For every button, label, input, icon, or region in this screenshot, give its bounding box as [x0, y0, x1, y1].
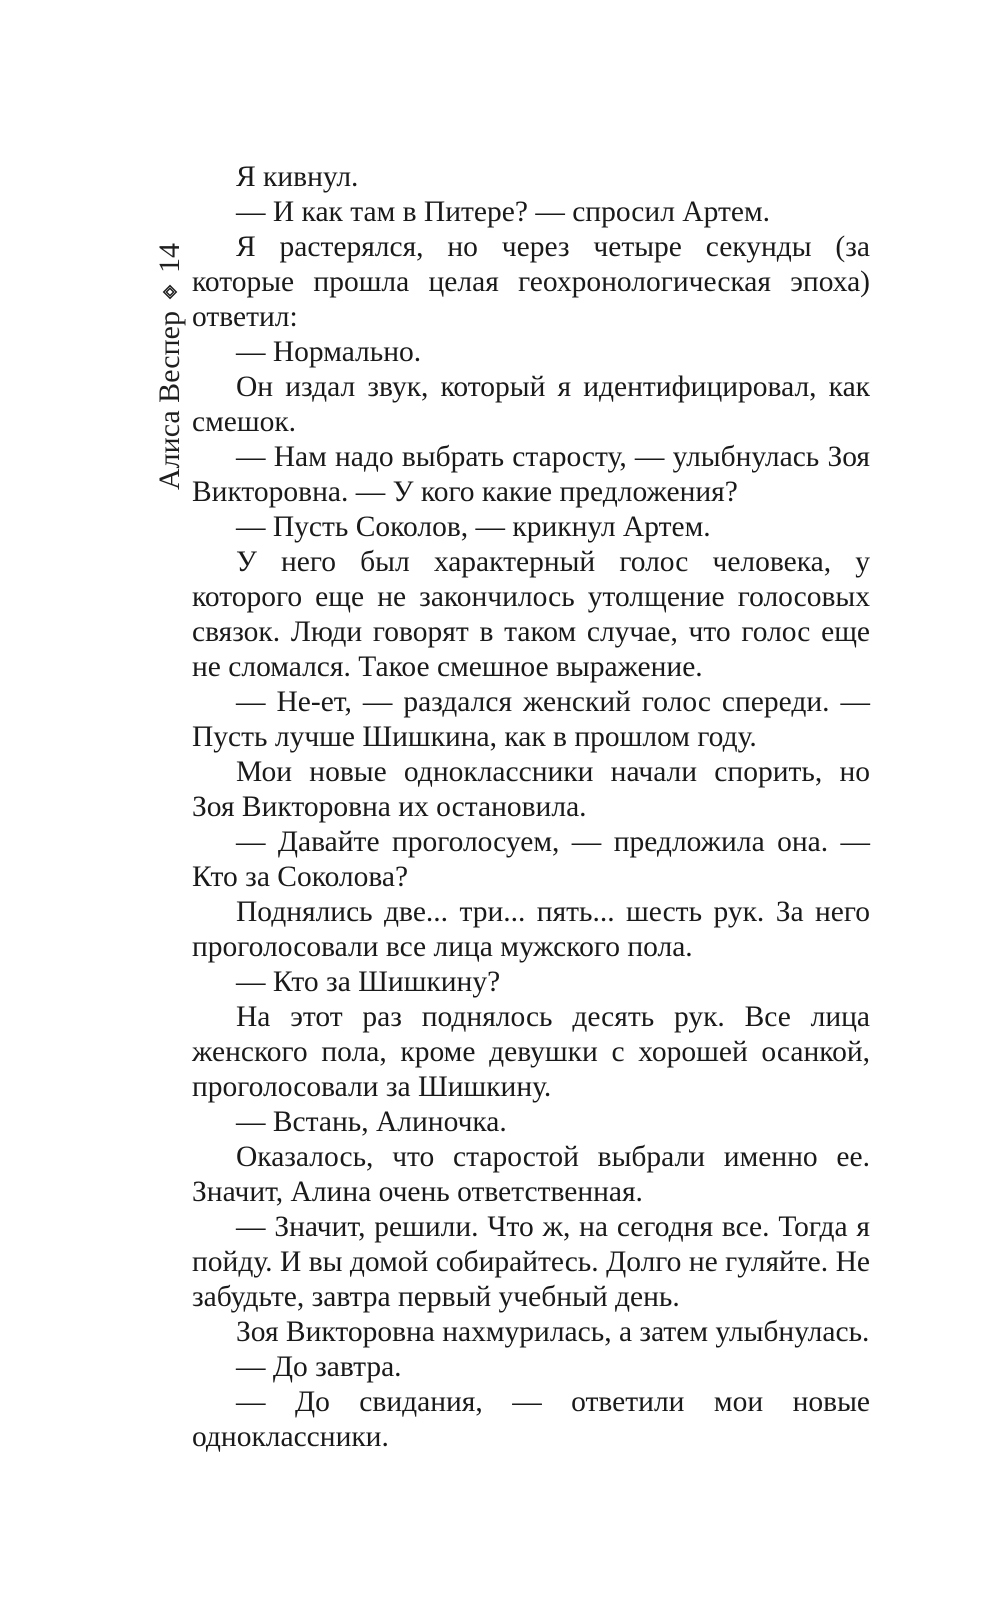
paragraph: — Давайте проголосуем, — предложила она. — Кто за Соколова?: [192, 826, 870, 893]
paragraph: Я кивнул.: [236, 161, 359, 193]
page-number: 14: [153, 243, 186, 274]
paragraph: — Не-ет, — раздался женский голос спереди. — Пусть лучше Шишкина, как в прошлом году.: [192, 686, 870, 753]
paragraph: — И как там в Питере? — спросил Артем.: [236, 196, 770, 228]
running-head-author: Алиса Веспер: [153, 311, 186, 490]
paragraph: — Встань, Алиночка.: [236, 1106, 507, 1138]
paragraph: Оказалось, что старостой выбрали именно ее. Значит, Алина очень ответственная.: [192, 1141, 870, 1208]
paragraph: — Нормально.: [236, 336, 422, 368]
running-head-line: [155, 243, 185, 490]
paragraph: Зоя Викторовна нахмурилась, а затем улыбнулась.: [236, 1316, 870, 1348]
paragraph: — До завтра.: [236, 1351, 402, 1383]
paragraph: — Кто за Шишкину?: [236, 966, 501, 998]
paragraph: Он издал звук, который я идентифицировал, как смешок.: [192, 371, 870, 438]
ornament-icon: [161, 283, 179, 301]
paragraph: — До свидания, — ответили мои новые одноклассники.: [192, 1386, 870, 1453]
paragraph: Я растерялся, но через четыре секунды (за которые прошла целая геохронологическая эпоха) ответил:: [192, 231, 870, 333]
paragraph: На этот раз поднялось десять рук. Все лица женского пола, кроме девушки с хорошей осанкой, проголосовали за Шишкину.: [192, 1001, 870, 1103]
running-head: [155, 170, 185, 490]
paragraph: У него был характерный голос человека, у которого еще не закончилось утолщение голосовых связок. Люди говорят в таком случае, что голос еще не сломался. Такое смешное выражение.: [192, 546, 870, 683]
body-text: [192, 160, 870, 1455]
paragraph: Поднялись две... три... пять... шесть рук. За него проголосовали все лица мужского пола.: [192, 896, 870, 963]
paragraph: Мои новые одноклассники начали спорить, но Зоя Викторовна их остановила.: [192, 756, 870, 823]
paragraph: — Нам надо выбрать старосту, — улыбнулась Зоя Викторовна. — У кого какие предложения?: [192, 441, 870, 508]
paragraph: — Пусть Соколов, — крикнул Артем.: [236, 511, 711, 543]
paragraph: — Значит, решили. Что ж, на сегодня все. Тогда я пойду. И вы домой собирайтесь. Долго не гуляйте. Не забудьте, завтра первый учебный день.: [192, 1211, 870, 1313]
